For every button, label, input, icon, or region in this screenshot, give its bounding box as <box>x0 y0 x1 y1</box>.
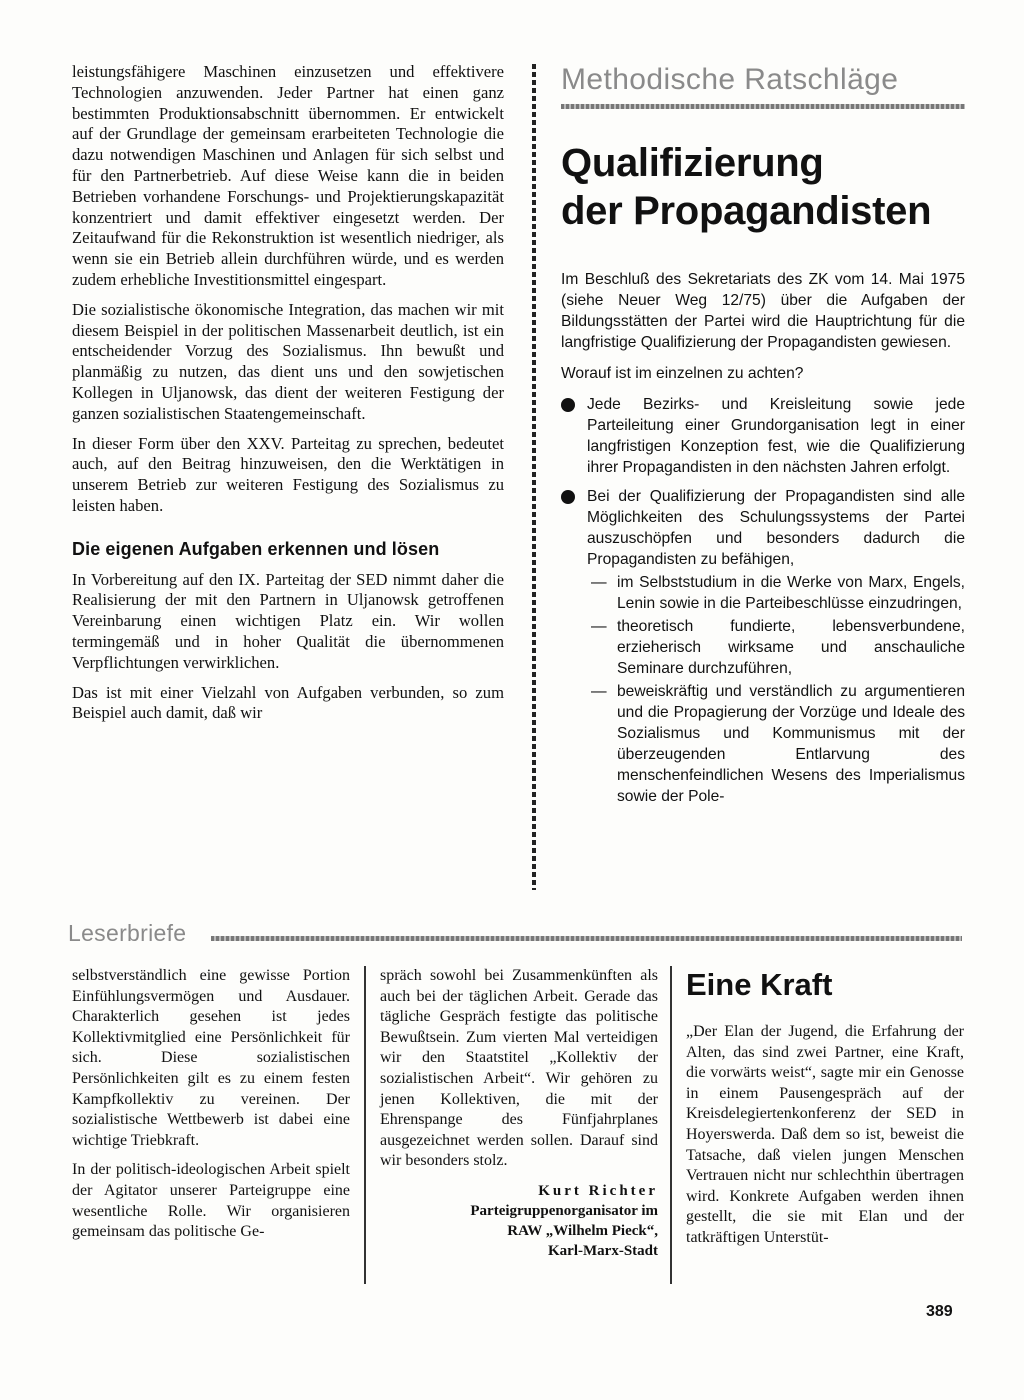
title-line: Qualifizierung <box>561 141 824 185</box>
letters-section-label: Leserbriefe <box>68 920 187 946</box>
letter-column-2 <box>380 966 658 1261</box>
question-line: Worauf ist im einzelnen zu achten? <box>561 365 804 382</box>
letter-column-divider <box>670 966 672 1284</box>
signature-role: Parteigruppenorganisator im <box>470 1202 658 1219</box>
dash-text: theoretisch fundierte, lebensverbundene, erzieherisch wirksame und anschauliche Seminare durchzuführen, <box>617 618 965 677</box>
dash-list <box>587 572 965 807</box>
page-number: 389 <box>926 1303 953 1320</box>
section-rule <box>561 104 965 109</box>
paragraph: In der politisch-ideologischen Arbeit spielt der Agitator unserer Parteigruppe eine wesentliche Rolle. Wir organisieren gemeinsam das politische Ge- <box>72 1161 350 1241</box>
bullet-list <box>561 394 965 807</box>
dash-mark: — <box>591 574 607 591</box>
intro-paragraph: Im Beschluß des Sekretariats des ZK vom 14. Mai 1975 (siehe Neuer Weg 12/75) über die Aufgaben der Bildungsstätten der Partei wird die Hauptrichtung für die langfristige Qualifizierung der Propagandisten gewiesen. <box>561 271 965 351</box>
dash-item <box>587 572 965 614</box>
article-title <box>561 139 965 235</box>
signature-org: RAW „Wilhelm Pieck“, <box>507 1222 658 1239</box>
paragraph: leistungsfähigere Maschinen einzusetzen und effektivere Technologien anzuwenden. Jeder Partner hat einen ganz bestimmten Produktionsabschnitt übernommen. Er entwickelt auf der Grundlage der gemeinsam erarbeiteten Technologie die dazu notwendigen Maschinen und Anlagen für sich selbst und für den Partnerbetrieb. Auf diese Weise kann die in beiden Betrieben vorhandene Forschungs- und Projektierungskapazität konzentriert und damit effektiver eingesetzt werden. Der Zeitaufwand für die Rekonstruktion ist wesentlich niedriger, als wenn sie ein Betrieb allein durchführen würde, und es werden zudem erhebliche Investitionsmittel eingespart. <box>72 62 504 289</box>
previous-article-column <box>72 62 504 733</box>
dash-mark: — <box>591 683 607 700</box>
paragraph: spräch sowohl bei Zusammenkünften als auch bei der täglichen Arbeit. Gerade das tägliche Gespräch festigte das politische Bewußtsein. Zum vierten Mal verteidigen wir den Staatstitel „Kollektiv der sozialistischen Arbeit“. Wir gehören zu jenen Kollektiven, die mit der Ehrenspange des Fünfjahrplanes ausgezeichnet werden sollen. Darauf sind wir besonders stolz. <box>380 967 658 1170</box>
bullet-dot-icon <box>561 398 575 412</box>
subheading: Die eigenen Aufgaben erkennen und lösen <box>72 538 440 559</box>
bullet-item <box>561 394 965 478</box>
title-line: der Propagandisten <box>561 189 932 233</box>
paragraph: In Vorbereitung auf den IX. Parteitag der SED nimmt daher die Realisierung der mit den Partnern in Uljanowsk getroffenen Vereinbarung einen wichtigen Platz ein. Wir wollen termingemäß und in hoher Qualität die übernommenen Verpflichtungen verwirklichen. <box>72 569 504 672</box>
paragraph: In dieser Form über den XXV. Parteitag zu sprechen, bedeutet auch, auf den Beitrag hinzuweisen, den die Werktätigen in unserem Betrieb zur weiteren Festigung des Sozialismus zu leisten haben. <box>72 433 504 515</box>
dash-text: im Selbststudium in die Werke von Marx, Engels, Lenin sowie in die Parteibeschlüsse einzudringen, <box>617 574 965 612</box>
signature-city: Karl-Marx-Stadt <box>548 1242 658 1259</box>
letter-title: Eine Kraft <box>686 967 833 1002</box>
bullet-item <box>561 486 965 807</box>
methodical-advice-article <box>561 60 965 815</box>
bullet-dot-icon <box>561 490 575 504</box>
signature-name: Kurt Richter <box>538 1182 658 1199</box>
letters-section-banner <box>68 920 962 952</box>
bullet-text: Bei der Qualifizierung der Propagandisten sind alle Möglichkeiten des Schulungssystems der Partei auszuschöpfen und besonders dadurch die Propagandisten zu befähigen, <box>587 488 965 568</box>
dash-item <box>587 681 965 807</box>
letter-column-divider <box>364 966 366 1284</box>
letter-column-3 <box>686 966 964 1258</box>
column-divider <box>532 64 536 890</box>
bullet-text: Jede Bezirks- und Kreisleitung sowie jede Parteileitung einer Grundorganisation legt in einer langfristigen Konzeption fest, wie die Qualifizierung ihrer Propagandisten in den nächsten Jahren erfolgt. <box>587 396 965 476</box>
paragraph: Das ist mit einer Vielzahl von Aufgaben verbunden, so zum Beispiel auch damit, daß wir <box>72 682 504 723</box>
letter-column-1 <box>72 966 350 1252</box>
dash-item <box>587 616 965 679</box>
letter-signature <box>380 1181 658 1261</box>
dash-mark: — <box>591 618 607 635</box>
dash-text: beweiskräftig und verständlich zu argumentieren und die Propagierung der Vorzüge und Ideale des Sozialismus und Kommunismus mit der überzeugenden Entlarvung des menschenfeindlichen Wesens des Imperialismus sowie der Pole- <box>617 683 965 805</box>
paragraph: selbstverständlich eine gewisse Portion Einfühlungsvermögen und Ausdauer. Charakterlich gesehen ist jedes Kollektivmitglied eine Persönlichkeit für sich. Diese sozialistischen Persönlichkeiten gilt es zu einem festen Kampfkollektiv zu vereinen. Der sozialistische Wettbewerb ist dabei eine wichtige Triebkraft. <box>72 967 350 1149</box>
paragraph: „Der Elan der Jugend, die Erfahrung der Alten, das sind zwei Partner, eine Kraft, die vorwärts weist“, sagte mir ein Genosse in einem Pausengespräch auf der Kreisdelegiertenkonferenz der SED in Hoyerswerda. Daß dem so ist, beweist die Tatsache, daß vielen jungen Menschen Vertrauen nicht nur schlechthin übertragen wird. Konkrete Aufgaben werden ihnen gestellt, die sie mit Elan und der tatkräftigen Unterstüt- <box>686 1023 964 1246</box>
letters-section-rule <box>211 936 962 941</box>
section-label: Methodische Ratschläge <box>561 63 899 96</box>
paragraph: Die sozialistische ökonomische Integration, das machen wir mit diesem Beispiel in der politischen Massenarbeit deutlich, ist ein entscheidender Vorzug des Sozialismus. Ihn bewußt und planmäßig zu nutzen, das dient uns und den sowjetischen Kollegen in Uljanowsk, das dient der weiteren Festigung der ganzen sozialistischen Staatengemeinschaft. <box>72 299 504 423</box>
